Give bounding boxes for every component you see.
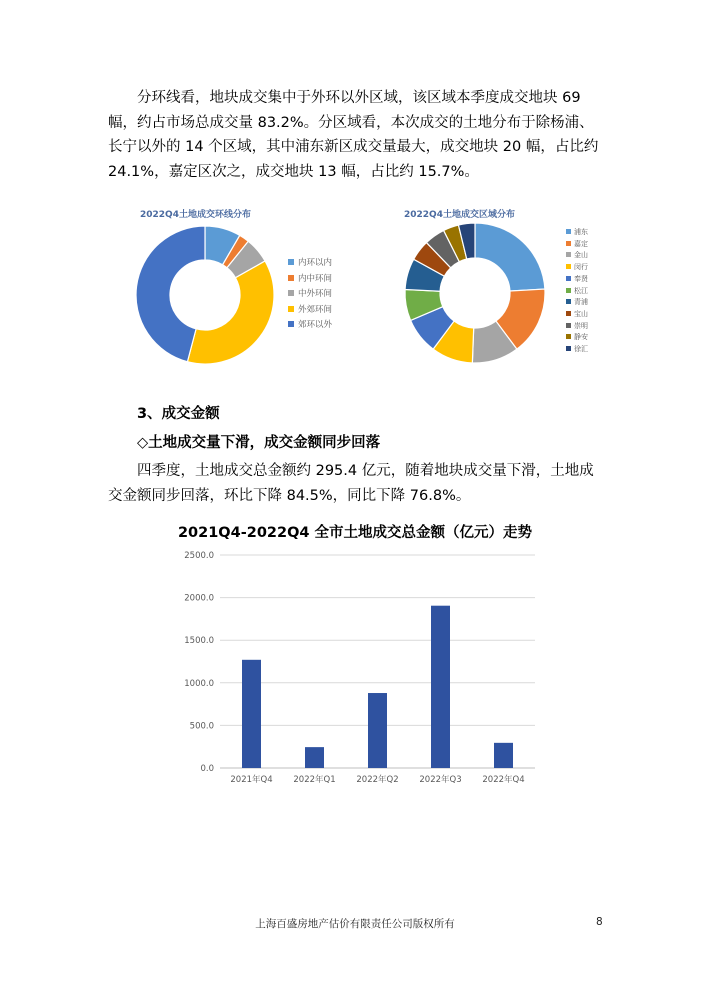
paragraph-ring-distribution: 分环线看，地块成交集中于外环以外区域，该区域本季度成交地块 69 幅，约占市场总成交量 83.2%。分区域看，本次成交的土地分布于除杨浦、长宁以外的 14 个区域，其中浦东新区成交量最大，成交地块 20 幅，占比约 24.1%，嘉定区次之，成交地块 13 幅，占比约 15.7%。 <box>108 90 599 180</box>
donut-slice-外郊环间 <box>187 261 274 364</box>
ring-chart-title: 2022Q4土地成交环线分布 <box>140 210 251 220</box>
x-tick-label: 2022年Q2 <box>356 775 399 785</box>
legend-swatch <box>566 323 571 328</box>
legend-item <box>288 256 332 268</box>
district-distribution-donut-chart <box>400 218 550 368</box>
section-heading: 3、成交金额 <box>137 406 220 422</box>
paragraph-amount: 四季度，土地成交总金额约 295.4 亿元，随着地块成交量下滑，土地成交金额同步回落，环比下降 84.5%，同比下降 76.8%。 <box>108 463 594 504</box>
legend-label: 内环以内 <box>298 258 333 268</box>
x-tick-label: 2021年Q4 <box>230 775 273 785</box>
legend-swatch <box>566 276 571 281</box>
legend-label: 崇明 <box>574 321 588 330</box>
legend-item <box>288 287 332 299</box>
legend-label: 外郊环间 <box>298 304 333 315</box>
legend-label: 郊环以外 <box>298 320 333 330</box>
legend-swatch <box>566 288 571 293</box>
legend-swatch <box>566 346 571 351</box>
legend-item <box>288 318 332 330</box>
section-subheading: ◇土地成交量下滑，成交金额同步回落 <box>137 435 381 451</box>
legend-label: 嘉定 <box>574 239 588 248</box>
donut-slice-浦东 <box>475 223 545 291</box>
legend-label: 徐汇 <box>574 345 588 353</box>
x-tick-label: 2022年Q3 <box>419 775 462 785</box>
legend-label: 金山 <box>574 251 588 260</box>
legend-item <box>566 262 588 272</box>
legend-swatch <box>288 321 294 327</box>
bar-2022年Q1 <box>305 747 324 768</box>
y-tick-label: 500.0 <box>189 721 214 732</box>
legend-swatch <box>566 252 571 257</box>
bar-chart-title: 2021Q4-2022Q4 全市土地成交总金额（亿元）走势 <box>177 525 533 541</box>
legend-swatch <box>288 259 294 265</box>
ring-distribution-donut-chart <box>130 220 280 370</box>
legend-label: 青浦 <box>574 298 588 307</box>
legend-item <box>566 239 588 249</box>
legend-swatch <box>288 290 294 296</box>
legend-item <box>288 303 332 315</box>
district-chart-title: 2022Q4土地成交区域分布 <box>404 210 515 220</box>
y-tick-label: 0.0 <box>200 764 214 774</box>
legend-swatch <box>566 229 571 234</box>
footer-company: 上海百盛房地产估价有限责任公司版权所有 <box>255 918 455 930</box>
legend-swatch <box>566 311 571 316</box>
legend-label: 闵行 <box>574 263 588 272</box>
y-tick-label: 2000.0 <box>184 593 214 604</box>
legend-swatch <box>566 334 571 339</box>
page-number: 8 <box>596 916 603 928</box>
legend-item <box>566 286 588 296</box>
bar-2022年Q4 <box>494 743 513 768</box>
legend-item <box>566 332 588 342</box>
legend-swatch <box>566 264 571 269</box>
y-tick-label: 2500.0 <box>184 551 214 561</box>
legend-swatch <box>288 275 294 281</box>
legend-item <box>566 250 588 260</box>
legend-item <box>288 272 332 284</box>
legend-label: 松江 <box>574 286 588 295</box>
bar-2022年Q3 <box>431 606 450 768</box>
legend-item <box>566 227 588 237</box>
y-tick-label: 1000.0 <box>184 678 214 689</box>
legend-item <box>566 274 588 284</box>
bar-2022年Q2 <box>368 693 387 768</box>
land-amount-bar-chart <box>170 545 550 790</box>
x-tick-label: 2022年Q1 <box>293 775 336 785</box>
legend-label: 浦东 <box>574 228 588 236</box>
legend-swatch <box>566 299 571 304</box>
legend-label: 内中环间 <box>298 273 333 284</box>
legend-item <box>566 309 588 319</box>
legend-swatch <box>288 306 294 312</box>
bar-2021年Q4 <box>242 660 261 768</box>
legend-label: 宝山 <box>574 309 588 318</box>
y-tick-label: 1500.0 <box>184 636 214 647</box>
legend-label: 静安 <box>574 333 588 342</box>
legend-swatch <box>566 241 571 246</box>
legend-label: 中外环间 <box>298 289 333 299</box>
legend-item <box>566 344 588 354</box>
legend-item <box>566 321 588 331</box>
x-tick-label: 2022年Q4 <box>482 775 525 785</box>
legend-item <box>566 297 588 307</box>
legend-label: 奉贤 <box>574 274 588 283</box>
